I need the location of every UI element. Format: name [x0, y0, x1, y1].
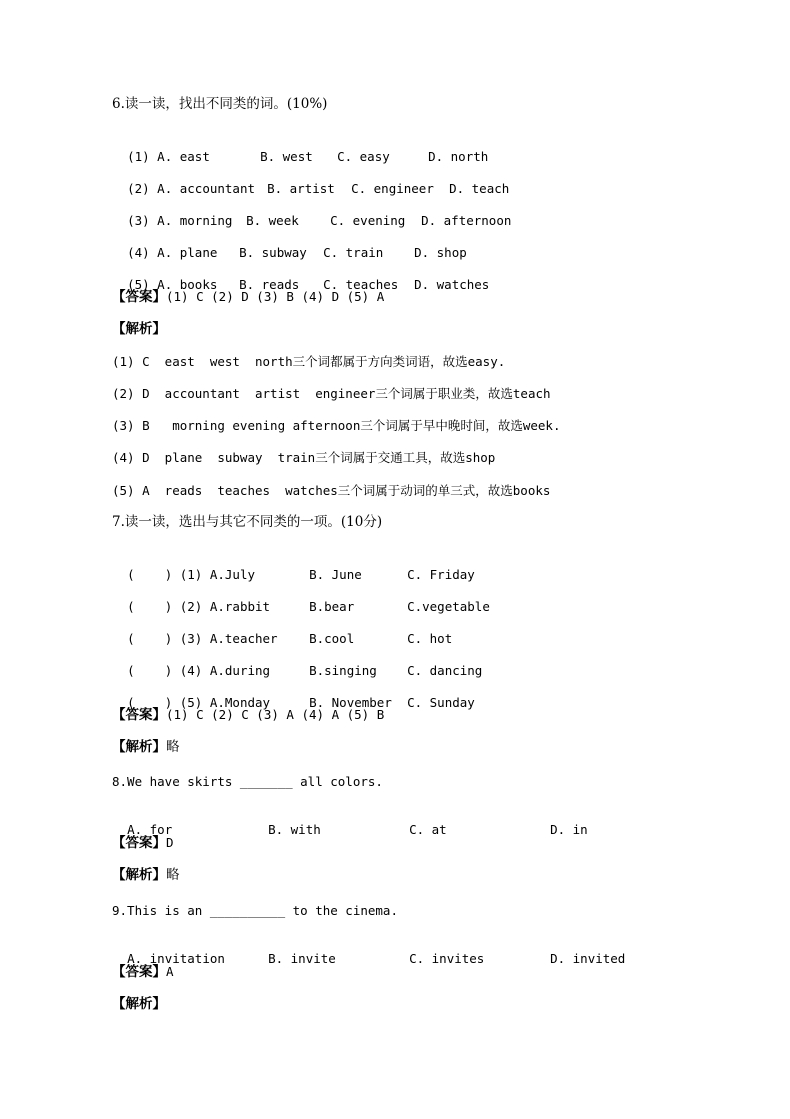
q7-row5-a: ( ) (5) A.Monday	[127, 695, 271, 710]
q6-row1-a: (1) A. east	[127, 149, 210, 164]
q8-analysis-text: 略	[166, 867, 180, 883]
q7-answer-label: 【答案】	[112, 707, 166, 723]
q6-row4-b: B. subway	[239, 245, 307, 260]
q8-answer-text: D	[166, 835, 174, 850]
q7-answer	[112, 705, 384, 725]
q9-answer	[112, 962, 174, 982]
q7-row4-c: C. dancing	[407, 663, 483, 678]
q9-title: 9.This is an __________ to the cinema.	[112, 903, 398, 918]
q6-analysis-label: 【解析】	[112, 321, 166, 337]
q7-row5-c: C. Sunday	[407, 695, 475, 710]
q9-option-b: B. invite	[268, 951, 336, 966]
q6-analysis-4: (4) D plane subway train三个词属于交通工具，故选shop	[112, 450, 496, 465]
q6-row4-d: D. shop	[414, 245, 467, 260]
q7-row4-b: B.singing	[309, 663, 377, 678]
q6-row4-a: (4) A. plane	[127, 245, 218, 260]
q6-row5-c: C. teaches	[323, 277, 399, 292]
q6-row2-b: B. artist	[267, 181, 335, 196]
q7-row1-a: ( ) (1) A.July	[127, 567, 255, 582]
q7-row1-b: B. June	[309, 567, 362, 582]
q6-analysis-1: (1) C east west north三个词都属于方向类词语，故选easy.	[112, 354, 506, 369]
q6-row1-c: C. easy	[337, 149, 390, 164]
q7-row3-b: B.cool	[309, 631, 355, 646]
q6-row1-b: B. west	[260, 149, 313, 164]
q6-row2-d: D. teach	[449, 181, 510, 196]
q7-analysis	[112, 737, 180, 757]
q9-option-d: D. invited	[550, 951, 626, 966]
q6-answer-label: 【答案】	[112, 289, 166, 305]
q7-row3-c: C. hot	[407, 631, 453, 646]
q8-option-d: D. in	[550, 822, 588, 837]
q6-row5-a: (5) A. books	[127, 277, 218, 292]
q8-analysis	[112, 865, 180, 885]
q7-row4-a: ( ) (4) A.during	[127, 663, 271, 678]
q7-row2-b: B.bear	[309, 599, 355, 614]
q8-answer-label: 【答案】	[112, 835, 166, 851]
q7-analysis-label: 【解析】	[112, 739, 166, 755]
q6-row2-c: C. engineer	[351, 181, 434, 196]
q9-options	[112, 929, 625, 969]
q6-row4-c: C. train	[323, 245, 384, 260]
q7-row2-a: ( ) (2) A.rabbit	[127, 599, 271, 614]
q7-analysis-text: 略	[166, 739, 180, 755]
q6-title: 6.读一读，找出不同类的词。(10%)	[112, 96, 328, 112]
q7-title: 7.读一读，选出与其它不同类的一项。(10分)	[112, 514, 383, 530]
q6-analysis-2: (2) D accountant artist engineer三个词属于职业类，故选teach	[112, 386, 551, 401]
q8-options	[112, 800, 588, 840]
q6-analysis-5: (5) A reads teaches watches三个词属于动词的单三式，故选books	[112, 483, 551, 498]
q7-row5-b: B. November	[309, 695, 392, 710]
q7-row3-a: ( ) (3) A.teacher	[127, 631, 278, 646]
q6-row1-d: D. north	[428, 149, 489, 164]
q7-row2-c: C.vegetable	[407, 599, 490, 614]
q6-row3-d: D. afternoon	[421, 213, 512, 228]
q6-row3-a: (3) A. morning	[127, 213, 233, 228]
q6-row5-d: D. watches	[414, 277, 490, 292]
q8-title: 8.We have skirts _______ all colors.	[112, 774, 383, 789]
q9-answer-label: 【答案】	[112, 964, 166, 980]
q8-option-a: A. for	[127, 822, 173, 837]
q6-answer-text: (1) C (2) D (3) B (4) D (5) A	[166, 289, 385, 304]
q6-row2-a: (2) A. accountant	[127, 181, 255, 196]
q7-row1-c: C. Friday	[407, 567, 475, 582]
q8-analysis-label: 【解析】	[112, 867, 166, 883]
q9-option-c: C. invites	[409, 951, 485, 966]
q8-answer	[112, 833, 174, 853]
q6-analysis-heading	[112, 319, 166, 339]
q6-row3-c: C. evening	[330, 213, 406, 228]
q6-row5-b: B. reads	[239, 277, 300, 292]
q9-option-a: A. invitation	[127, 951, 225, 966]
q8-option-c: C. at	[409, 822, 447, 837]
q6-row3-b: B. week	[246, 213, 299, 228]
q9-analysis	[112, 994, 166, 1014]
q6-answer	[112, 287, 384, 307]
q7-answer-text: (1) C (2) C (3) A (4) A (5) B	[166, 707, 385, 722]
q9-analysis-label: 【解析】	[112, 996, 166, 1012]
q8-option-b: B. with	[268, 822, 321, 837]
q6-analysis-3: (3) B morning evening afternoon三个词属于早中晚时间，故选week.	[112, 418, 561, 433]
q9-answer-text: A	[166, 964, 174, 979]
